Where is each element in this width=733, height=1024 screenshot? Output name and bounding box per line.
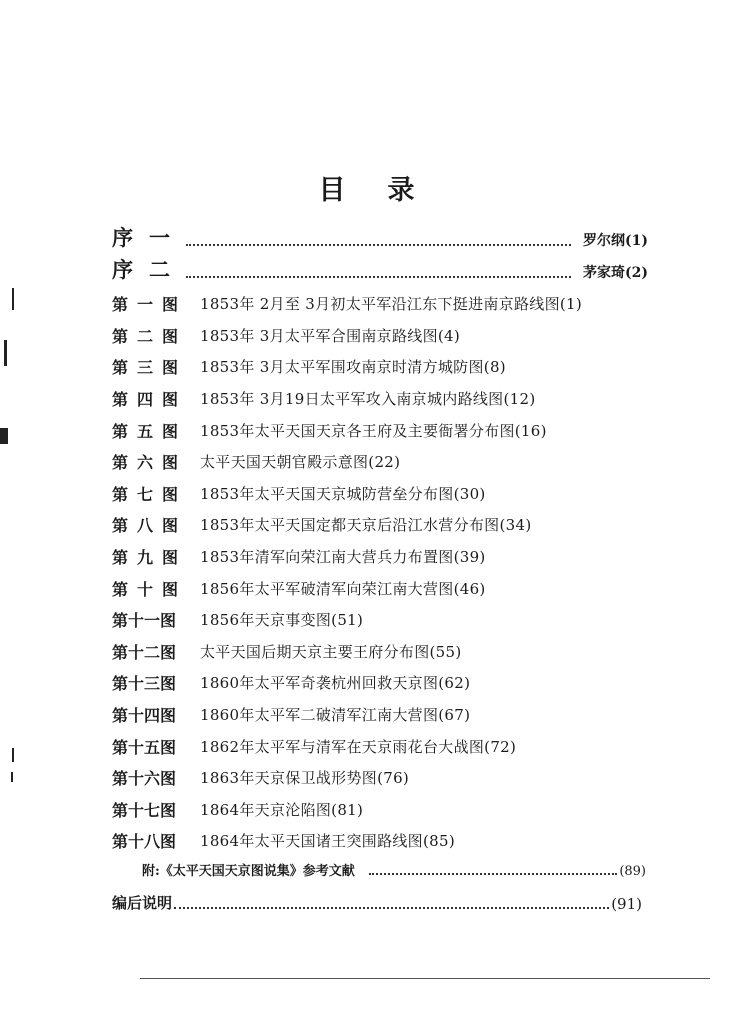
leader-dots [186, 244, 571, 246]
preface-label: 序二 [112, 258, 186, 282]
figure-number: 第八图 [112, 516, 188, 536]
figure-number: 第十七图 [112, 800, 177, 820]
bottom-rule [140, 978, 710, 979]
figure-number: 第六图 [112, 453, 188, 473]
figure-title: 1853年 3月太平军合围南京路线图(4) [200, 326, 461, 345]
scan-artifact [4, 340, 7, 366]
figure-entry [112, 572, 712, 604]
figure-title: 1853年清军向荣江南大营兵力布置图(39) [200, 548, 486, 567]
figure-entry [112, 794, 712, 826]
figure-title: 1853年太平天国天京城防营垒分布图(30) [200, 484, 486, 503]
figure-entry [112, 446, 712, 478]
figure-title: 1853年 3月太平军围攻南京时清方城防图(8) [200, 358, 506, 377]
figure-entry [112, 383, 712, 415]
preface-entry [112, 222, 648, 252]
figure-number: 第十八图 [112, 832, 177, 852]
figure-title: 1856年太平军破清军向荣江南大营图(46) [200, 579, 486, 598]
figure-entry [112, 762, 712, 794]
figure-title: 1853年太平天国定都天京后沿江水营分布图(34) [200, 516, 532, 535]
figure-title: 1860年太平军奇袭杭州回救天京图(62) [200, 674, 471, 693]
preface-label: 序一 [112, 226, 186, 250]
figure-title: 1853年 2月至 3月初太平军沿江东下挺进南京路线图(1) [200, 295, 583, 314]
preface-author: 罗尔纲(1) [583, 233, 648, 249]
scan-artifact [12, 288, 14, 310]
figure-title: 1860年太平军二破清军江南大营图(67) [200, 706, 471, 725]
scan-artifact [11, 772, 13, 782]
figure-list [112, 288, 712, 857]
figure-number: 第十一图 [112, 611, 177, 631]
figure-number: 第一图 [112, 295, 188, 315]
preface-author: 茅家琦(2) [583, 265, 648, 281]
figure-entry [112, 509, 712, 541]
figure-entry [112, 288, 712, 320]
appendix-page: (89) [619, 864, 646, 879]
figure-title: 1862年太平军与清军在天京雨花台大战图(72) [200, 737, 517, 756]
preface-entry [112, 254, 648, 284]
figure-number: 第七图 [112, 484, 188, 504]
figure-number: 第十三图 [112, 674, 177, 694]
scan-artifact [12, 748, 14, 762]
figure-entry [112, 541, 712, 573]
appendix-label: 附:《太平天国天京图说集》参考文献 [142, 864, 355, 879]
figure-entry [112, 730, 712, 762]
scan-artifact [0, 428, 8, 444]
leader-dots [186, 276, 571, 278]
figure-number: 第十四图 [112, 706, 177, 726]
figure-number: 第十二图 [112, 642, 177, 662]
figure-number: 第四图 [112, 390, 188, 410]
figure-entry [112, 351, 712, 383]
editor-note-entry [112, 892, 642, 913]
page-title: 目录 [318, 175, 457, 206]
figure-number: 第十图 [112, 579, 188, 599]
figure-number: 第二图 [112, 326, 188, 346]
figure-entry [112, 636, 712, 668]
editor-note-page: (91) [611, 895, 642, 913]
figure-title: 1863年天京保卫战形势图(76) [200, 769, 410, 788]
figure-number: 第十六图 [112, 769, 177, 789]
figure-number: 第十五图 [112, 737, 177, 757]
figure-entry [112, 478, 712, 510]
figure-entry [112, 414, 712, 446]
figure-entry [112, 699, 712, 731]
leader-dots [369, 873, 618, 875]
figure-title: 太平天国后期天京主要王府分布图(55) [200, 642, 462, 661]
figure-title: 1856年天京事变图(51) [200, 611, 364, 630]
figure-entry [112, 320, 712, 352]
figure-number: 第三图 [112, 358, 188, 378]
leader-dots [174, 907, 609, 909]
figure-title: 1853年 3月19日太平军攻入南京城内路线图(12) [200, 390, 536, 409]
figure-number: 第九图 [112, 548, 188, 568]
figure-entry [112, 604, 712, 636]
figure-title: 1864年太平天国诸王突围路线图(85) [200, 832, 455, 851]
figure-title: 1853年太平天国天京各王府及主要衙署分布图(16) [200, 421, 547, 440]
figure-title: 1864年天京沦陷图(81) [200, 800, 364, 819]
figure-entry [112, 667, 712, 699]
appendix-entry [142, 860, 646, 879]
figure-title: 太平天国天朝官殿示意图(22) [200, 453, 401, 472]
editor-note-label: 编后说明 [112, 894, 173, 912]
figure-number: 第五图 [112, 421, 188, 441]
figure-entry [112, 825, 712, 857]
